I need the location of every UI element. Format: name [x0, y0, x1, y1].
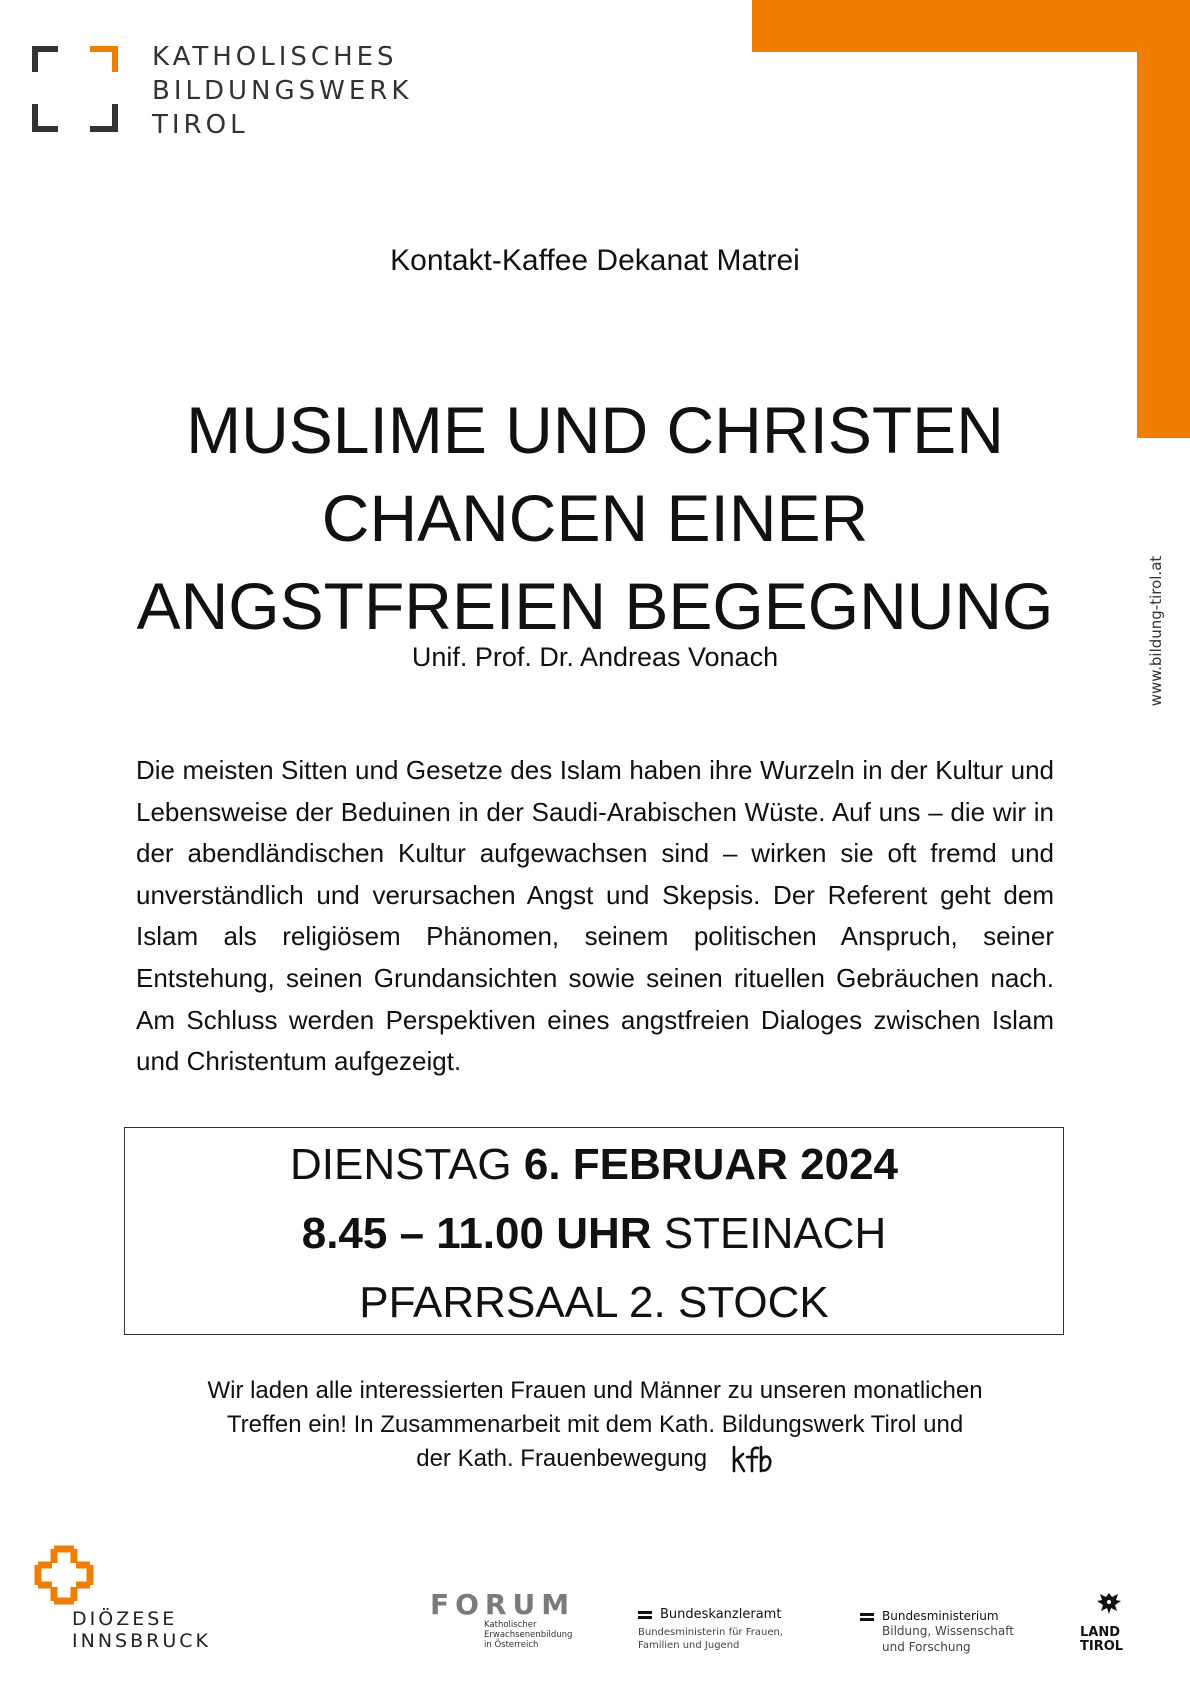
title-line: MUSLIME UND CHRISTEN [186, 393, 1004, 467]
austria-flag-icon [638, 1611, 652, 1619]
invitation-text [0, 1374, 1190, 1476]
land-tirol-text [1080, 1626, 1140, 1654]
bka-title [638, 1607, 808, 1622]
dioezese-line: DIÖZESE [72, 1608, 178, 1630]
land-tirol-logo [1080, 1590, 1140, 1654]
dioezese-cross-icon [34, 1545, 94, 1605]
weekday: DIENSTAG [289, 1140, 512, 1189]
event-town: STEINACH [663, 1209, 887, 1258]
bildungswerk-logo-icon [32, 46, 118, 132]
land-line: LAND [1080, 1625, 1121, 1640]
bmb-subtitle [860, 1623, 1030, 1655]
bka-sub-line: Familien und Jugend [638, 1640, 740, 1651]
organization-name [152, 40, 412, 142]
bmb-sub-line: und Forschung [882, 1640, 971, 1654]
invitation-line-last [0, 1442, 1190, 1476]
kfb-logo-icon [730, 1445, 774, 1475]
event-description: Die meisten Sitten und Gesetze des Islam haben ihre Wurzeln in der Kultur und Lebensweise der Beduinen in der Saudi-Arabischen Wüste. Auf uns – die wir in der abendländischen Kultur aufgewachsen sind – wirken sie oft fremd und unverständlich und verursachen Angst und Skepsis. Der Referent geht dem Islam als religiösem Phänomen, seinem politischen Anspruch, seiner Entstehung, seinen Grundansichten sowie seinen rituellen Gebräuchen nach. Am Schluss werden Perspektiven eines angstfreien Dialoges zwischen Islam und Christentum aufgezeigt. [136, 755, 1054, 1077]
event-date: 6. FEBRUAR 2024 [523, 1140, 899, 1189]
bundesministerium-logo [860, 1609, 1030, 1655]
bmb-title [860, 1609, 1030, 1623]
forum-sub-line: in Österreich [484, 1640, 539, 1650]
venue-line: PFARRSAAL 2. STOCK [359, 1278, 829, 1327]
forum-subtitle [484, 1620, 575, 1650]
org-line: TIROL [152, 110, 249, 140]
website-url-text[interactable]: www.bildung-tirol.at [1147, 555, 1165, 707]
orange-corner-side [1137, 0, 1190, 438]
title-line: ANGSTFREIEN BEGEGNUNG [136, 569, 1054, 643]
forum-sub-line: Erwachsenenbildung [484, 1630, 573, 1640]
forum-logo [430, 1590, 575, 1650]
org-line: KATHOLISCHES [152, 42, 398, 72]
invitation-line: der Kath. Frauenbewegung [416, 1445, 708, 1472]
title-line: CHANCEN EINER [321, 481, 869, 555]
tirol-eagle-icon [1096, 1590, 1122, 1616]
date-line [125, 1130, 1063, 1199]
dioezese-line: INNSBRUCK [72, 1630, 211, 1652]
invitation-line: Treffen ein! In Zusammenarbeit mit dem Kath. Bildungswerk Tirol und [226, 1411, 964, 1438]
forum-word: FORUM [430, 1588, 576, 1621]
bka-subtitle [638, 1626, 808, 1652]
bka-title-text: Bundeskanzleramt [660, 1607, 782, 1622]
time-line [125, 1199, 1063, 1268]
org-line: BILDUNGSWERK [152, 76, 413, 106]
event-title [0, 386, 1190, 650]
bka-sub-line: Bundesministerin für Frauen, [638, 1627, 783, 1638]
bmb-title-text: Bundesministerium [882, 1609, 999, 1623]
event-series: Kontakt-Kaffee Dekanat Matrei [390, 244, 800, 277]
land-line: TIROL [1080, 1639, 1124, 1654]
forum-sub-line: Katholischer [484, 1620, 537, 1630]
date-box [124, 1127, 1064, 1335]
speaker-name: Unif. Prof. Dr. Andreas Vonach [411, 642, 779, 672]
orange-corner-top [752, 0, 1190, 52]
bundeskanzleramt-logo [638, 1607, 808, 1652]
dioezese-innsbruck-logo [72, 1608, 211, 1652]
austria-flag-icon [860, 1613, 874, 1621]
event-time: 8.45 – 11.00 UHR [301, 1209, 652, 1258]
invitation-line: Wir laden alle interessierten Frauen und Männer zu unseren monatlichen [207, 1377, 983, 1404]
bmb-sub-line: Bildung, Wissenschaft [882, 1624, 1014, 1638]
